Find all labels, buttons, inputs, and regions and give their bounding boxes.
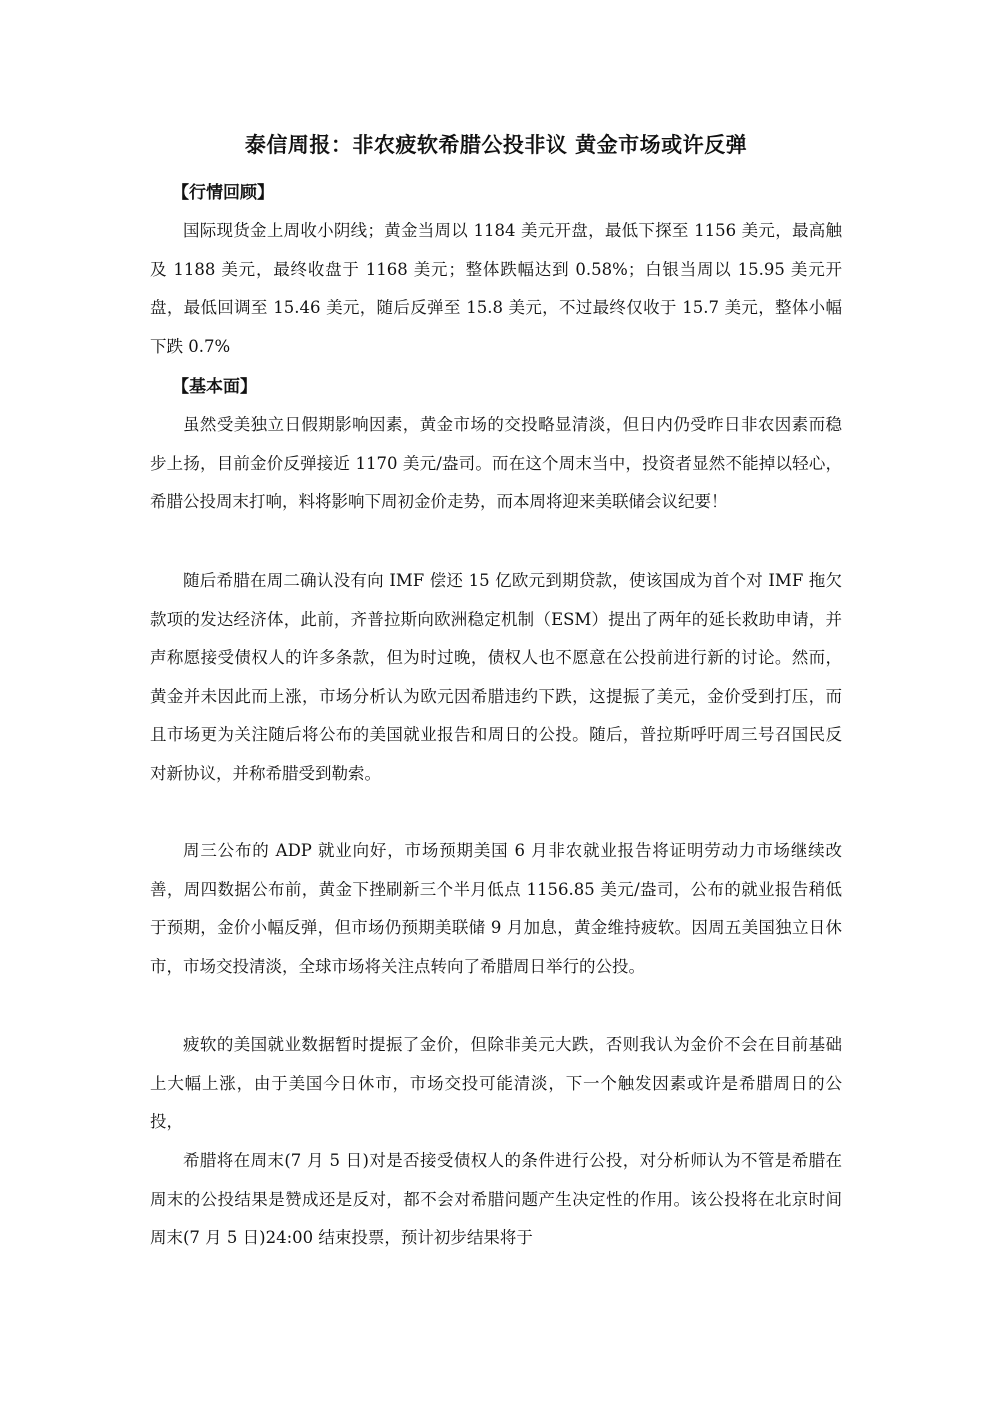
section-heading-market-review: 【行情回顾】 — [172, 183, 274, 203]
paragraph-fundamentals-5: 希腊将在周末(7 月 5 日)对是否接受债权人的条件进行公投，对分析师认为不管是希腊在周末的公投结果是赞成还是反对，都不会对希腊问题产生决定性的作用。该公投将在北京时间周末(7 月 5 日)24:00 结束投票，预计初步结果将于 — [150, 1151, 842, 1247]
paragraph-fundamentals-3: 周三公布的 ADP 就业向好，市场预期美国 6 月非农就业报告将证明劳动力市场继续改善，周四数据公布前，黄金下挫刷新三个半月低点 1156.85 美元/盎司，公布的就业报告稍低于预期，金价小幅反弹，但市场仍预期美联储 9 月加息，黄金维持疲软。因周五美国独立日休市，市场交投清淡，全球市场将关注点转向了希腊周日举行的公投。 — [150, 841, 842, 976]
paragraph-fundamentals-1: 虽然受美独立日假期影响因素，黄金市场的交投略显清淡，但日内仍受昨日非农因素而稳步上扬，目前金价反弹接近 1170 美元/盎司。而在这个周末当中，投资者显然不能掉以轻心，希腊公投周末打响，料将影响下周初金价走势，而本周将迎来美联储会议纪要！ — [150, 415, 842, 511]
paragraph-fundamentals-2: 随后希腊在周二确认没有向 IMF 偿还 15 亿欧元到期贷款，使该国成为首个对 IMF 拖欠款项的发达经济体，此前，齐普拉斯向欧洲稳定机制（ESM）提出了两年的延长救助申请，并声称愿接受债权人的许多条款，但为时过晚，债权人也不愿意在公投前进行新的讨论。然而，黄金并未因此而上涨，市场分析认为欧元因希腊违约下跌，这提振了美元，金价受到打压，而且市场更为关注随后将公布的美国就业报告和周日的公投。随后，普拉斯呼吁周三号召国民反对新协议，并称希腊受到勒索。 — [150, 571, 842, 783]
paragraph-fundamentals-4: 疲软的美国就业数据暂时提振了金价，但除非美元大跌，否则我认为金价不会在目前基础上大幅上涨，由于美国今日休市，市场交投可能清淡，下一个触发因素或许是希腊周日的公投， — [150, 1035, 842, 1131]
section-heading-fundamentals: 【基本面】 — [172, 377, 257, 397]
document-title: 泰信周报：非农疲软希腊公投非议 黄金市场或许反弹 — [244, 133, 748, 157]
paragraph-market-review: 国际现货金上周收小阴线；黄金当周以 1184 美元开盘，最低下探至 1156 美元，最高触及 1188 美元，最终收盘于 1168 美元；整体跌幅达到 0.58%；白银当周以 15.95 美元开盘，最低回调至 15.46 美元，随后反弹至 15.8 美元，不过最终仅收于 15.7 美元，整体小幅下跌 0.7% — [150, 221, 842, 356]
